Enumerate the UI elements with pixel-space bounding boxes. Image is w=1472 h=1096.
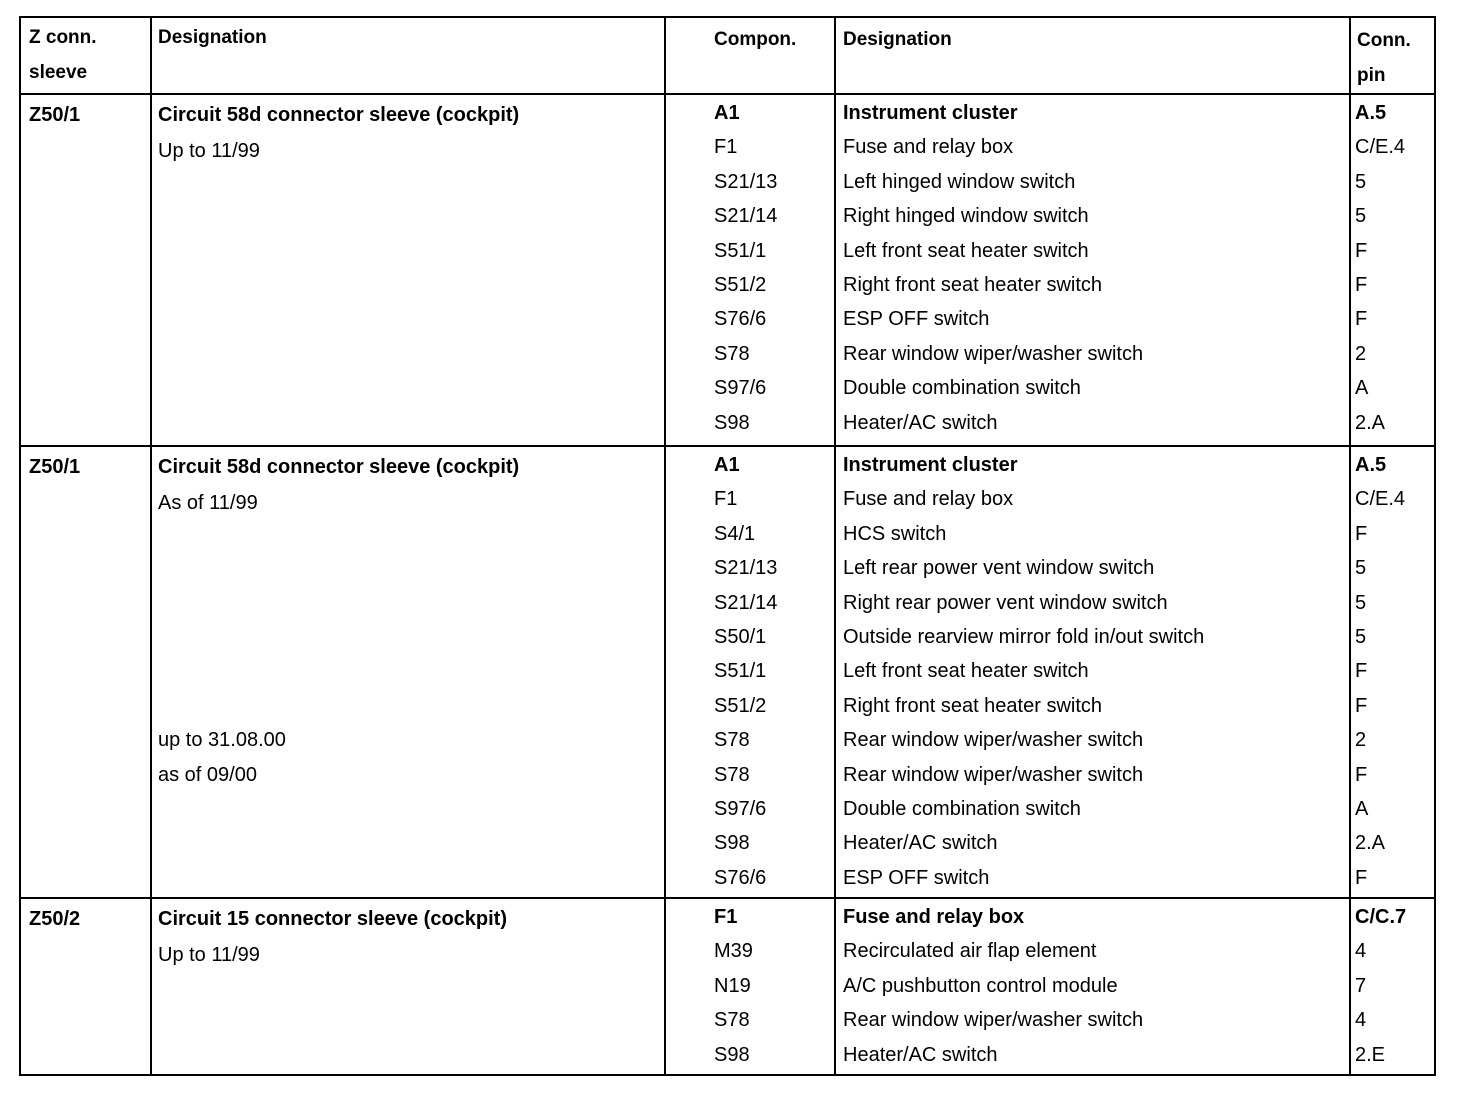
component-designation: Heater/AC switch <box>843 411 998 434</box>
component-designation: Rear window wiper/washer switch <box>843 342 1144 365</box>
header-sleeve: sleeve <box>29 62 88 83</box>
component-code: S78 <box>714 342 750 365</box>
table-row <box>21 517 1434 551</box>
component-designation: Left hinged window switch <box>843 170 1076 193</box>
component-designation: Double combination switch <box>843 798 1081 820</box>
connector-pin: 4 <box>1355 1009 1367 1032</box>
table-row <box>21 96 1434 130</box>
component-designation: Fuse and relay box <box>843 906 1025 928</box>
table-row <box>21 620 1434 654</box>
table-row <box>21 448 1434 482</box>
component-code: S21/14 <box>714 591 778 614</box>
connector-pin: 2 <box>1355 729 1367 752</box>
component-designation: Rear window wiper/washer switch <box>843 1009 1144 1032</box>
table-row <box>21 1038 1434 1072</box>
table-row <box>21 482 1434 516</box>
component-designation: ESP OFF switch <box>843 308 990 331</box>
connector-pin: A <box>1355 798 1369 820</box>
header-conn: Conn. <box>1357 30 1411 51</box>
table-row <box>21 826 1434 860</box>
table-row <box>21 371 1434 405</box>
component-designation: Left rear power vent window switch <box>843 557 1155 580</box>
group-divider <box>21 897 1434 899</box>
table-row <box>21 934 1434 968</box>
connector-pin: F <box>1355 763 1368 786</box>
component-code: S51/2 <box>714 274 767 296</box>
table-row <box>21 130 1434 164</box>
table-row <box>21 302 1434 336</box>
connector-pin: 2 <box>1355 342 1367 365</box>
header-designation: Designation <box>158 27 267 48</box>
table-row <box>21 234 1434 268</box>
component-code: S78 <box>714 763 750 786</box>
table-row <box>21 900 1434 934</box>
connector-pin: C/C.7 <box>1355 906 1407 928</box>
sleeve-id: Z50/2 <box>29 908 81 930</box>
component-designation: Right front seat heater switch <box>843 274 1103 296</box>
connector-pin: F <box>1355 522 1368 545</box>
connector-pin: C/E.4 <box>1355 488 1406 511</box>
component-designation: Right front seat heater switch <box>843 694 1103 717</box>
component-code: F1 <box>714 906 738 928</box>
component-code: S51/1 <box>714 239 767 262</box>
row-note: as of 09/00 <box>158 763 257 786</box>
table-row <box>21 165 1434 199</box>
group-title: Circuit 15 connector sleeve (cockpit) <box>158 908 508 930</box>
component-code: S51/2 <box>714 694 767 717</box>
header-z-conn: Z conn. <box>29 27 97 48</box>
component-designation: Double combination switch <box>843 377 1081 400</box>
connector-pin: F <box>1355 694 1368 717</box>
component-designation: Instrument cluster <box>843 454 1018 476</box>
component-designation: Outside rearview mirror fold in/out switch <box>843 626 1205 648</box>
connector-table <box>19 16 1436 1076</box>
group-subtitle: Up to 11/99 <box>158 140 260 162</box>
component-designation: Left front seat heater switch <box>843 239 1089 262</box>
component-code: S98 <box>714 411 750 434</box>
component-code: S21/14 <box>714 205 778 228</box>
group-divider <box>21 445 1434 447</box>
table-row <box>21 406 1434 440</box>
component-code: M39 <box>714 940 753 963</box>
table-row <box>21 586 1434 620</box>
connector-pin: C/E.4 <box>1355 136 1406 159</box>
connector-pin: 5 <box>1355 591 1367 614</box>
table-row <box>21 861 1434 895</box>
component-code: S98 <box>714 1043 750 1066</box>
connector-pin: 2.A <box>1355 832 1386 855</box>
component-code: S76/6 <box>714 866 767 889</box>
connector-pin: 5 <box>1355 205 1367 228</box>
table-row <box>21 1003 1434 1037</box>
component-designation: HCS switch <box>843 522 947 545</box>
sleeve-id: Z50/1 <box>29 456 81 478</box>
component-code: S21/13 <box>714 557 778 580</box>
table-row <box>21 689 1434 723</box>
connector-pin: 2.E <box>1355 1043 1386 1066</box>
connector-pin: F <box>1355 239 1368 262</box>
component-code: S76/6 <box>714 308 767 331</box>
sleeve-id: Z50/1 <box>29 104 81 126</box>
table-row <box>21 199 1434 233</box>
connector-pin: 4 <box>1355 940 1367 963</box>
component-code: S51/1 <box>714 660 767 683</box>
row-note: up to 31.08.00 <box>158 729 286 752</box>
component-code: S97/6 <box>714 377 767 400</box>
connector-pin: A.5 <box>1355 102 1387 124</box>
component-code: N19 <box>714 974 751 997</box>
component-code: A1 <box>714 454 740 476</box>
table-row <box>21 969 1434 1003</box>
header-compon: Compon. <box>714 29 797 50</box>
component-designation: Heater/AC switch <box>843 1043 998 1066</box>
component-designation: A/C pushbutton control module <box>843 974 1118 997</box>
component-code: S4/1 <box>714 522 756 545</box>
component-code: S78 <box>714 729 750 752</box>
table-row <box>21 654 1434 688</box>
group-subtitle: As of 11/99 <box>158 492 258 514</box>
connector-pin: 2.A <box>1355 411 1386 434</box>
group-subtitle: Up to 11/99 <box>158 944 260 966</box>
table-row <box>21 792 1434 826</box>
group-title: Circuit 58d connector sleeve (cockpit) <box>158 104 520 126</box>
component-code: S97/6 <box>714 798 767 820</box>
component-designation: Fuse and relay box <box>843 488 1014 511</box>
component-designation: Fuse and relay box <box>843 136 1014 159</box>
table-row <box>21 758 1434 792</box>
table-row <box>21 551 1434 585</box>
connector-pin: 5 <box>1355 170 1367 193</box>
component-code: F1 <box>714 136 738 159</box>
component-code: S50/1 <box>714 626 767 648</box>
table-row <box>21 723 1434 757</box>
connector-pin: A <box>1355 377 1369 400</box>
component-code: S21/13 <box>714 170 778 193</box>
connector-pin: 7 <box>1355 974 1367 997</box>
component-designation: Right hinged window switch <box>843 205 1089 228</box>
component-designation: Heater/AC switch <box>843 832 998 855</box>
connector-pin: A.5 <box>1355 454 1387 476</box>
component-designation: ESP OFF switch <box>843 866 990 889</box>
component-designation: Rear window wiper/washer switch <box>843 763 1144 786</box>
connector-pin: 5 <box>1355 626 1367 648</box>
header-divider <box>21 93 1434 95</box>
component-code: F1 <box>714 488 738 511</box>
component-code: S98 <box>714 832 750 855</box>
connector-pin: F <box>1355 866 1368 889</box>
connector-pin: F <box>1355 274 1368 296</box>
component-designation: Recirculated air flap element <box>843 940 1097 963</box>
component-designation: Instrument cluster <box>843 102 1018 124</box>
table-row <box>21 268 1434 302</box>
header-pin: pin <box>1357 65 1386 86</box>
connector-pin: 5 <box>1355 557 1367 580</box>
component-designation: Left front seat heater switch <box>843 660 1089 683</box>
component-designation: Right rear power vent window switch <box>843 591 1168 614</box>
component-code: S78 <box>714 1009 750 1032</box>
table-row <box>21 337 1434 371</box>
component-designation: Rear window wiper/washer switch <box>843 729 1144 752</box>
component-code: A1 <box>714 102 740 124</box>
group-title: Circuit 58d connector sleeve (cockpit) <box>158 456 520 478</box>
connector-pin: F <box>1355 308 1368 331</box>
connector-pin: F <box>1355 660 1368 683</box>
header-designation-2: Designation <box>843 29 952 50</box>
